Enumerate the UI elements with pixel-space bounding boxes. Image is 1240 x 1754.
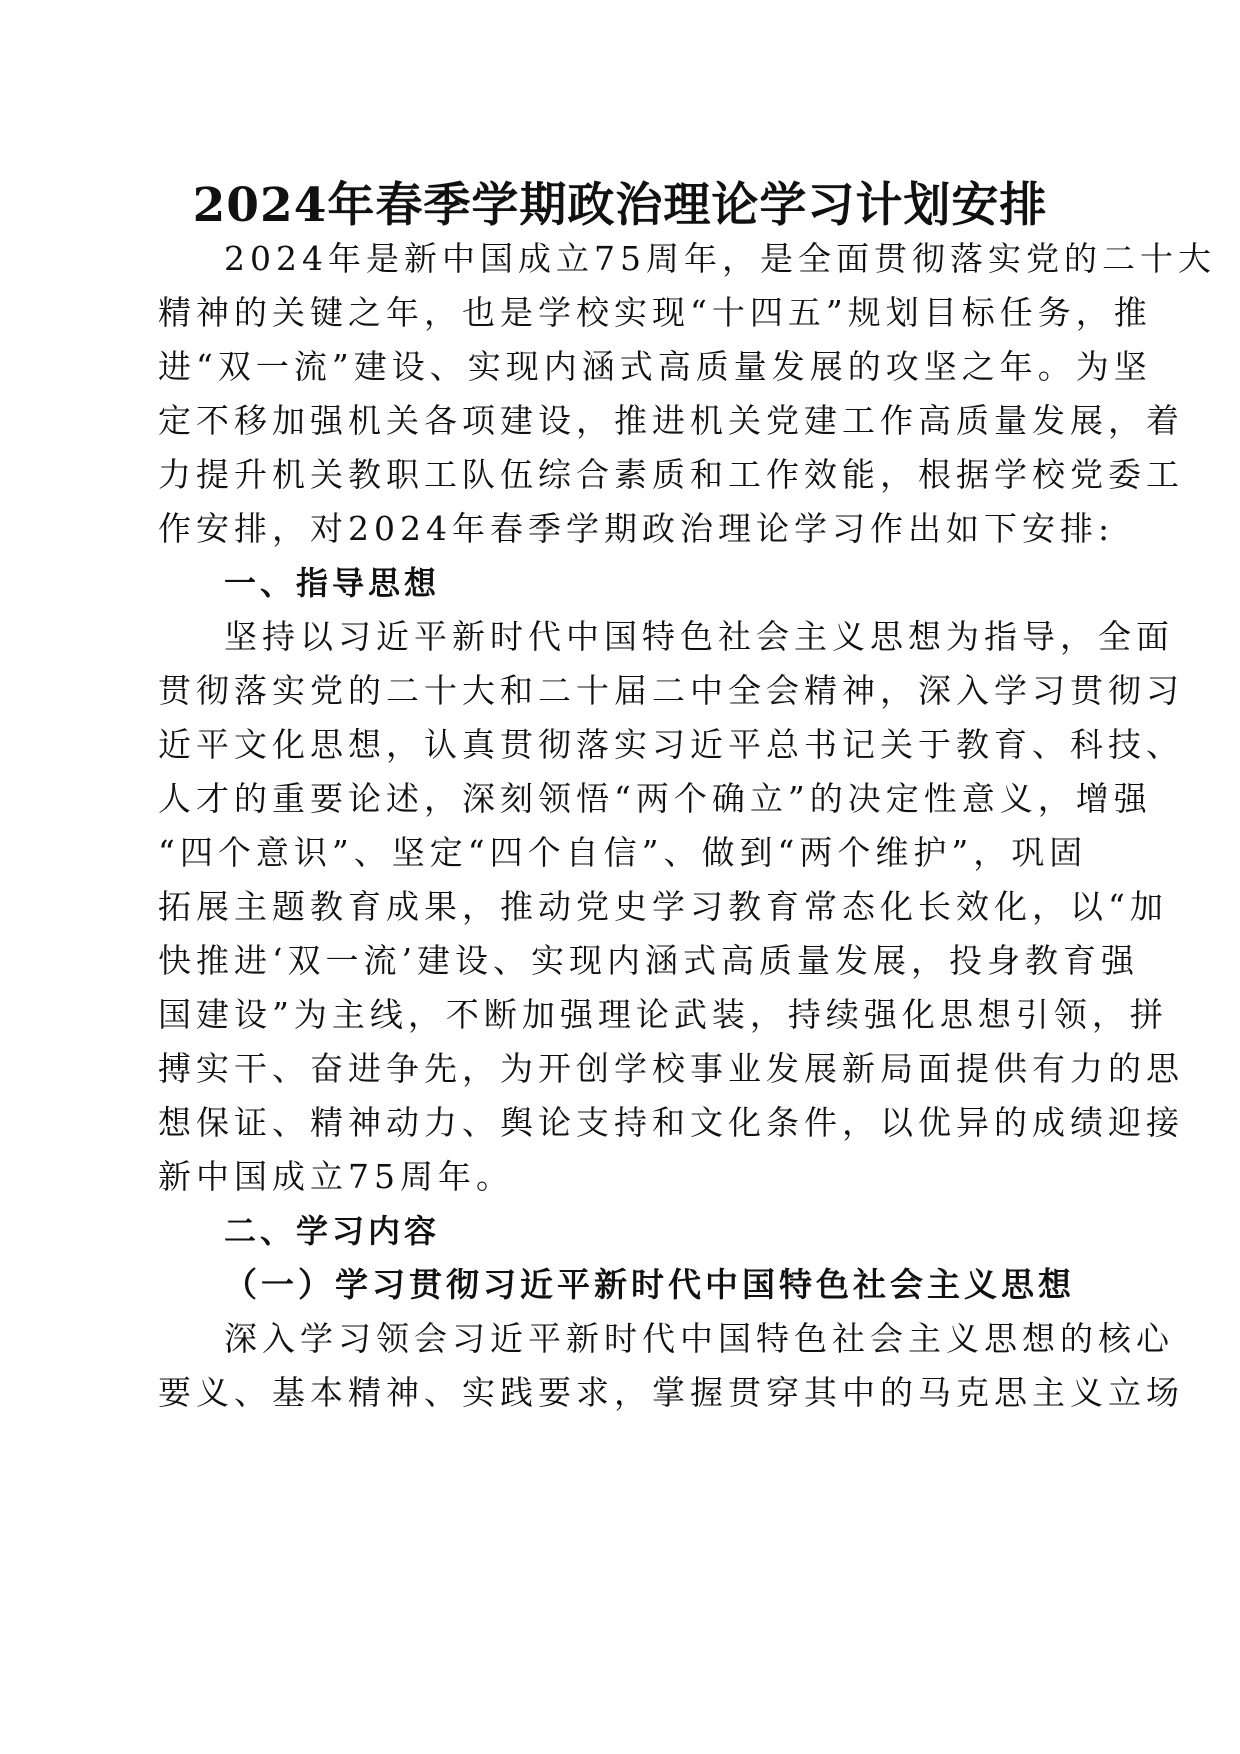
- intro-line-2: 精神的关键之年，也是学校实现“十四五”规划目标任务，推: [158, 293, 1152, 332]
- intro-line-4: 定不移加强机关各项建设，推进机关党建工作高质量发展，着: [158, 401, 1184, 440]
- section1-line-6: 拓展主题教育成果，推动党史学习教育常态化长效化，以“加: [158, 887, 1168, 926]
- section1-line-8: 国建设”为主线，不断加强理论武装，持续强化思想引领，拼: [158, 995, 1168, 1034]
- subsection-heading-xi-thought: （一）学习贯彻习近平新时代中国特色社会主义思想: [224, 1265, 1075, 1304]
- section1-line-2: 贯彻落实党的二十大和二十届二中全会精神，深入学习贯彻习: [158, 671, 1184, 710]
- section2-line-1: 深入学习领会习近平新时代中国特色社会主义思想的核心: [224, 1319, 1174, 1358]
- intro-line-1: 2024年是新中国成立75周年，是全面贯彻落实党的二十大: [224, 239, 1216, 278]
- section2-line-2: 要义、基本精神、实践要求，掌握贯穿其中的马克思主义立场: [158, 1373, 1184, 1412]
- section-heading-study-content: 二、学习内容: [224, 1212, 441, 1250]
- document-title: 2024年春季学期政治理论学习计划安排: [192, 178, 1048, 233]
- section1-line-7: 快推进‘双一流’建设、实现内涵式高质量发展，投身教育强: [158, 941, 1139, 980]
- section1-line-5: “四个意识”、坚定“四个自信”、做到“两个维护”，巩固: [158, 833, 1088, 872]
- section1-line-9: 搏实干、奋进争先，为开创学校事业发展新局面提供有力的思: [158, 1049, 1184, 1088]
- intro-line-6: 作安排，对2024年春季学期政治理论学习作出如下安排:: [158, 509, 1115, 548]
- section1-line-1: 坚持以习近平新时代中国特色社会主义思想为指导，全面: [224, 617, 1174, 656]
- section1-line-3: 近平文化思想，认真贯彻落实习近平总书记关于教育、科技、: [158, 725, 1184, 764]
- section1-line-11: 新中国成立75周年。: [158, 1157, 514, 1196]
- section-heading-guiding-ideology: 一、指导思想: [224, 564, 441, 602]
- intro-line-5: 力提升机关教职工队伍综合素质和工作效能，根据学校党委工: [158, 455, 1184, 494]
- intro-line-3: 进“双一流”建设、实现内涵式高质量发展的攻坚之年。为坚: [158, 347, 1152, 386]
- section1-line-10: 想保证、精神动力、舆论支持和文化条件，以优异的成绩迎接: [158, 1103, 1184, 1142]
- section1-line-4: 人才的重要论述，深刻领悟“两个确立”的决定性意义，增强: [158, 779, 1152, 818]
